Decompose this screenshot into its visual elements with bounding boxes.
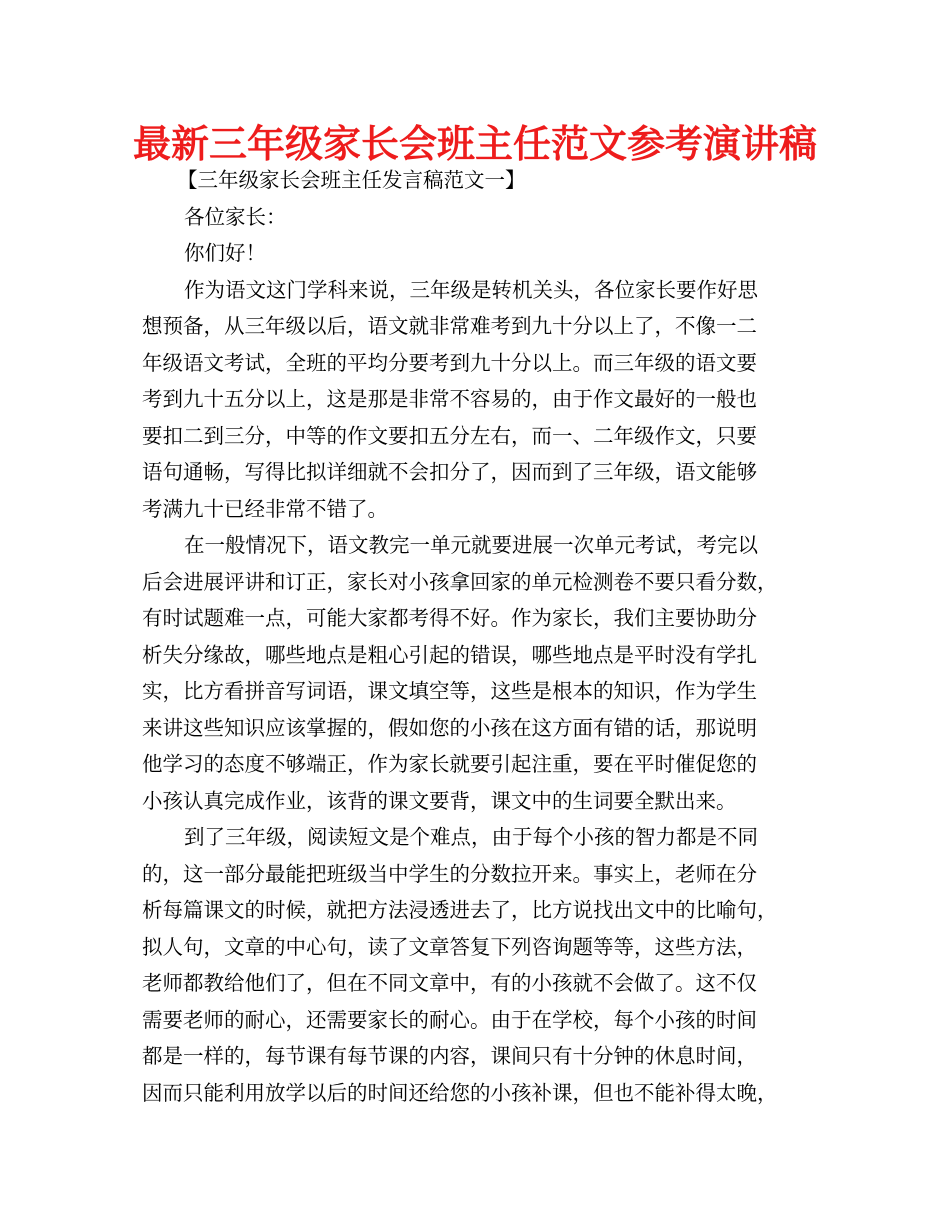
text-line: 后会进展评讲和订正，家长对小孩拿回家的单元检测卷不要只看分数， xyxy=(142,569,778,594)
text-line: 语句通畅，写得比拟详细就不会扣分了，因而到了三年级，语文能够 xyxy=(142,460,757,484)
section-heading: 【三年级家长会班主任发言稿范文一】 xyxy=(177,168,526,192)
text-line: 的，这一部分最能把班级当中学生的分数拉开来。事实上，老师在分 xyxy=(142,861,757,886)
text-line: 你们好！ xyxy=(184,241,266,265)
text-line: 需要老师的耐心，还需要家长的耐心。由于在学校，每个小孩的时间 xyxy=(142,1007,757,1032)
text-line: 考到九十五分以上，这是那是非常不容易的，由于作文最好的一般也 xyxy=(142,387,757,411)
text-line: 各位家长： xyxy=(184,204,287,229)
text-line: 老师都教给他们了，但在不同文章中，有的小孩就不会做了。这不仅 xyxy=(142,971,757,995)
document-body xyxy=(142,162,822,1111)
text-line: 析每篇课文的时候，就把方法浸透进去了，比方说找出文中的比喻句， xyxy=(142,898,778,922)
text-line: 实，比方看拼音写词语，课文填空等，这些是根本的知识，作为学生 xyxy=(142,679,757,703)
text-line: 在一般情况下，语文教完一单元就要进展一次单元考试，考完以 xyxy=(184,533,758,557)
text-line: 析失分缘故，哪些地点是粗心引起的错误，哪些地点是平时没有学扎 xyxy=(142,642,757,667)
text-line: 考满九十已经非常不错了。 xyxy=(142,496,388,521)
page-title: 最新三年级家长会班主任范文参考演讲稿 xyxy=(132,122,817,166)
text-line: 要扣二到三分，中等的作文要扣五分左右，而一、二年级作文，只要 xyxy=(142,423,757,448)
text-line: 他学习的态度不够端正，作为家长就要引起注重，要在平时催促您的 xyxy=(142,752,757,776)
text-line: 来讲这些知识应该掌握的，假如您的小孩在这方面有错的话，那说明 xyxy=(142,715,757,740)
text-line: 到了三年级，阅读短文是个难点，由于每个小孩的智力都是不同 xyxy=(184,825,758,849)
text-line: 年级语文考试，全班的平均分要考到九十分以上。而三年级的语文要 xyxy=(142,350,757,375)
text-line: 想预备，从三年级以后，语文就非常难考到九十分以上了，不像一二 xyxy=(142,314,757,338)
text-line: 因而只能利用放学以后的时间还给您的小孩补课，但也不能补得太晚， xyxy=(142,1080,778,1105)
text-line: 都是一样的，每节课有每节课的内容，课间只有十分钟的休息时间， xyxy=(142,1044,757,1068)
text-line: 小孩认真完成作业，该背的课文要背，课文中的生词要全默出来。 xyxy=(142,788,737,813)
text-line: 拟人句，文章的中心句，读了文章答复下列咨询题等等，这些方法， xyxy=(142,934,757,959)
text-line: 作为语文这门学科来说，三年级是转机关头，各位家长要作好思 xyxy=(184,277,758,302)
text-line: 有时试题难一点，可能大家都考得不好。作为家长，我们主要协助分 xyxy=(142,606,757,630)
